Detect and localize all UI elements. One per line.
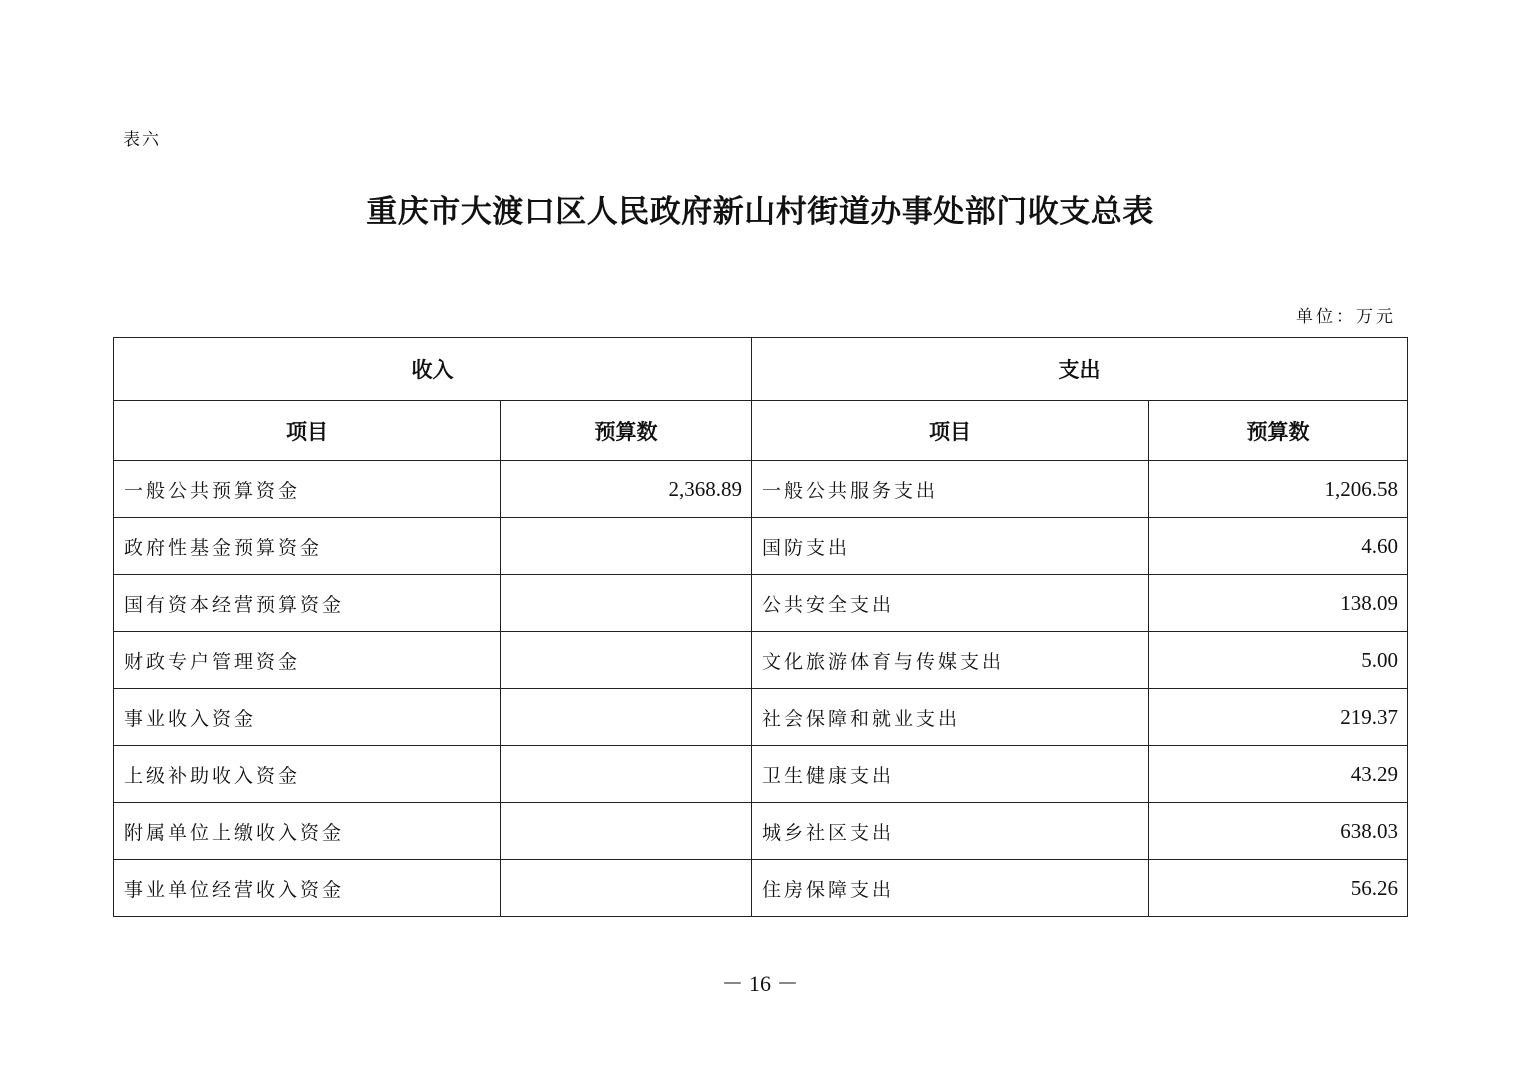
expense-item: 文化旅游体育与传媒支出 — [752, 632, 1149, 689]
column-header-row — [114, 401, 1408, 461]
table-row — [114, 746, 1408, 803]
unit-label: 单位：万元 — [1296, 307, 1396, 327]
expense-item: 公共安全支出 — [752, 575, 1149, 632]
expense-amount: 4.60 — [1149, 518, 1408, 575]
table-row — [114, 632, 1408, 689]
income-item: 财政专户管理资金 — [114, 632, 501, 689]
table-row — [114, 518, 1408, 575]
income-amount — [501, 803, 752, 860]
income-amount — [501, 518, 752, 575]
income-amount: 2,368.89 — [501, 461, 752, 518]
budget-table — [113, 337, 1408, 917]
income-item: 国有资本经营预算资金 — [114, 575, 501, 632]
expense-item: 卫生健康支出 — [752, 746, 1149, 803]
expense-item: 社会保障和就业支出 — [752, 689, 1149, 746]
income-item: 事业单位经营收入资金 — [114, 860, 501, 917]
expense-item: 城乡社区支出 — [752, 803, 1149, 860]
income-group-header: 收入 — [114, 338, 752, 401]
income-item-header: 项目 — [114, 401, 501, 461]
income-item: 政府性基金预算资金 — [114, 518, 501, 575]
income-item: 事业收入资金 — [114, 689, 501, 746]
page-number: － 16 － — [721, 971, 799, 996]
income-amount — [501, 632, 752, 689]
income-amount — [501, 575, 752, 632]
table-row — [114, 575, 1408, 632]
table-row — [114, 803, 1408, 860]
expense-amount: 56.26 — [1149, 860, 1408, 917]
document-title: 重庆市大渡口区人民政府新山村街道办事处部门收支总表 — [366, 194, 1154, 230]
expense-budget-header: 预算数 — [1149, 401, 1408, 461]
table-row — [114, 860, 1408, 917]
table-row — [114, 689, 1408, 746]
expense-item: 住房保障支出 — [752, 860, 1149, 917]
income-amount — [501, 860, 752, 917]
expense-amount: 43.29 — [1149, 746, 1408, 803]
expense-amount: 138.09 — [1149, 575, 1408, 632]
expense-item-header: 项目 — [752, 401, 1149, 461]
expense-group-header: 支出 — [752, 338, 1408, 401]
table-row — [114, 461, 1408, 518]
income-amount — [501, 746, 752, 803]
income-item: 一般公共预算资金 — [114, 461, 501, 518]
expense-amount: 219.37 — [1149, 689, 1408, 746]
expense-amount: 5.00 — [1149, 632, 1408, 689]
income-item: 上级补助收入资金 — [114, 746, 501, 803]
expense-item: 国防支出 — [752, 518, 1149, 575]
table-label: 表六 — [123, 130, 161, 150]
income-budget-header: 预算数 — [501, 401, 752, 461]
expense-item: 一般公共服务支出 — [752, 461, 1149, 518]
expense-amount: 638.03 — [1149, 803, 1408, 860]
group-header-row — [114, 338, 1408, 401]
income-amount — [501, 689, 752, 746]
expense-amount: 1,206.58 — [1149, 461, 1408, 518]
income-item: 附属单位上缴收入资金 — [114, 803, 501, 860]
